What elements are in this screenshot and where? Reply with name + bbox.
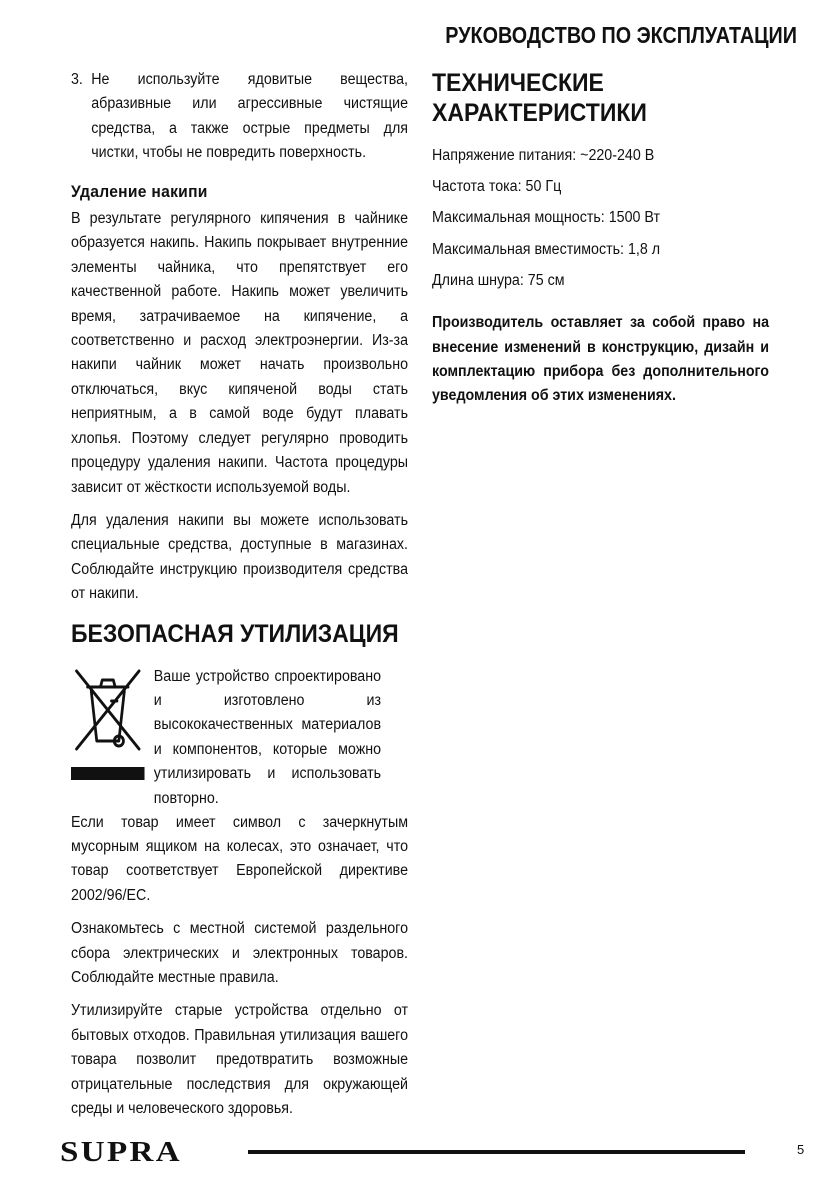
- brand-logo: SUPRA: [60, 1137, 182, 1168]
- spec-voltage: Напряжение питания: ~220-240 В: [432, 147, 655, 164]
- list-item: [71, 68, 408, 166]
- right-column: [432, 68, 769, 424]
- list-number: 3.: [71, 71, 83, 88]
- spec-capacity: Максимальная вместимость: 1,8 л: [432, 240, 661, 258]
- disposal-paragraph-1: Если товар имеет символ с зачеркнутым мусорным ящиком на колесах, это означает, что товар соответствует Европейской директиве 2002/96/EC.: [71, 813, 409, 904]
- page-header-title: РУКОВОДСТВО ПО ЭКСПЛУАТАЦИИ: [445, 22, 797, 48]
- spec-cord: Длина шнура: 75 см: [432, 271, 565, 289]
- specs-heading: ТЕХНИЧЕСКИЕ ХАРАКТЕРИСТИКИ: [432, 69, 647, 127]
- footer-divider: [248, 1150, 745, 1154]
- spec-frequency: Частота тока: 50 Гц: [432, 178, 562, 196]
- manufacturer-note: Производитель оставляет за собой право на внесение изменений в конструкцию, дизайн и комплектацию прибора без дополнительного уведомления об этих изменениях.: [432, 314, 770, 405]
- page-number: 5: [797, 1142, 805, 1157]
- disposal-paragraph-2: Ознакомьтесь с местной системой раздельного сбора электрических и электронных товаров. Соблюдайте местные правила.: [71, 920, 409, 986]
- disposal-paragraph-3: Утилизируйте старые устройства отдельно от бытовых отходов. Правильная утилизация вашего товара позволит предотвратить возможные отрицательные последствия для окружающей среды и человеческого здоровья.: [71, 1002, 409, 1117]
- disposal-heading: БЕЗОПАСНАЯ УТИЛИЗАЦИЯ: [71, 619, 399, 648]
- descale-heading: Удаление накипи: [71, 181, 208, 201]
- crossed-bin-icon: [71, 667, 145, 785]
- recycle-text: Ваше устройство спроектировано и изготовлено из высококачественных материалов и компонентов, которые можно утилизировать и использовать повторно.: [153, 667, 382, 807]
- spec-power: Максимальная мощность: 1500 Вт: [432, 209, 660, 227]
- descale-paragraph-1: В результате регулярного кипячения в чайнике образуется накипь. Накипь покрывает внутренние элементы чайника, что препятствует его качественной работе. Накипь может увеличить время, затрачиваемое на кипячение, а соответственно и расход электроэнергии. Из-за накипи чайник может начать произвольно отключаться, вкус кипяченой воды стать неприятным, а в самой воде будут плавать хлопья. Поэтому следует регулярно проводить процедуру удаления накипи. Частота процедуры зависит от жёсткости используемой воды.: [71, 210, 409, 496]
- recycle-block: [71, 665, 408, 805]
- list-text: Не используйте ядовитые вещества, абразивные или агрессивные чистящие средства, а также острые предметы для чистки, чтобы не повредить поверхность.: [91, 71, 409, 162]
- descale-paragraph-2: Для удаления накипи вы можете использовать специальные средства, доступные в магазинах. Соблюдайте инструкцию производителя средства от накипи.: [71, 511, 409, 603]
- left-column: [71, 68, 408, 1130]
